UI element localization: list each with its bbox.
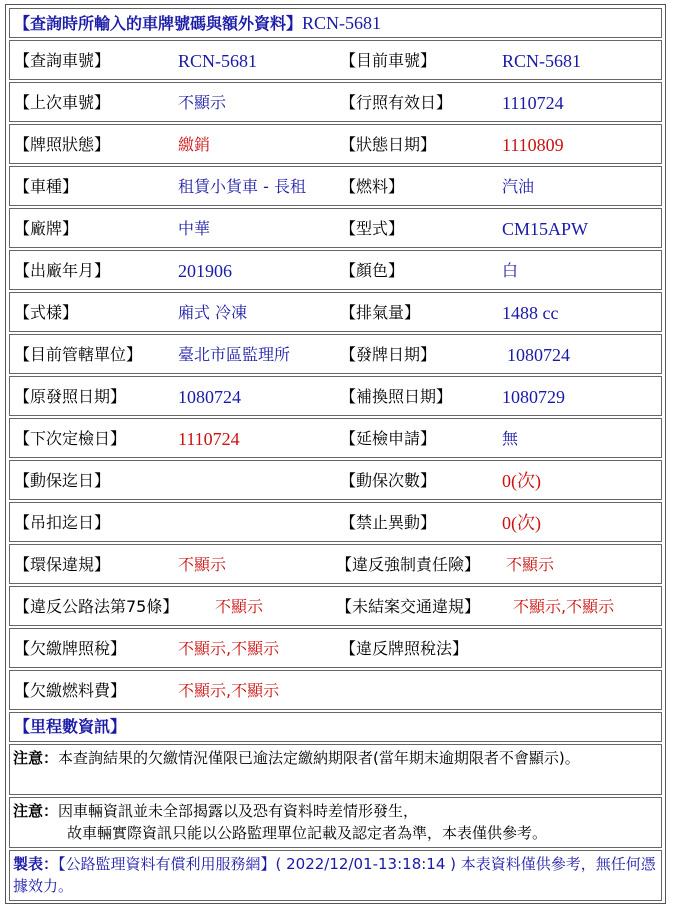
vehicle-info-table [5,4,666,904]
field-value: 不顯示,不顯示 [178,639,280,658]
field-label: 【行照有效日】 [340,93,453,112]
make-row [9,850,662,901]
note-2-line2: 故車輛實際資訊只能以公路監理單位記載及認定者為準，本表僅供參考。 [67,824,548,842]
field-label: 【動保迄日】 [14,471,111,490]
note-1-text: 本查詢結果的欠繳情況僅限已逾法定繳納期限者(當年期末逾期限者不會顯示)。 [58,749,580,767]
table-row [9,586,662,626]
field-label: 【動保次數】 [340,471,437,490]
table-row [9,40,662,80]
table-row [9,544,662,584]
table-row [9,628,662,668]
make-note [13,853,658,897]
field-value: 不顯示 [178,555,227,574]
field-value: 1488 cc [502,303,559,323]
title-row [9,8,662,38]
make-label: 製表： [13,855,59,873]
field-label: 【欠繳燃料費】 [14,681,127,700]
field-label: 【補換照日期】 [340,387,453,406]
field-value: 不顯示 [506,555,555,574]
field-value: 1080729 [502,387,565,407]
field-value: 0(次) [502,513,541,533]
field-label: 【車種】 [14,177,79,196]
note-row-2 [9,797,662,848]
field-value: 繳銷 [178,135,211,154]
field-value: 1080724 [507,345,570,365]
field-value: 不顯示,不顯示 [178,681,280,700]
table-row [9,670,662,710]
table-row [9,334,662,374]
table-row [9,376,662,416]
field-label: 【下次定檢日】 [14,429,127,448]
field-label: 【上次車號】 [14,93,111,112]
field-label: 【延檢申請】 [340,429,437,448]
field-value: CM15APW [502,219,589,239]
mileage-row [9,712,662,742]
field-value: 1080724 [178,387,241,407]
make-text: 【公路監理資料有償利用服務網】( 2022/12/01-13:18:14 ) 本表資料僅供參考，無任何憑據效力。 [13,855,656,895]
note-2-label: 注意： [13,802,59,820]
table-row [9,250,662,290]
table-row [9,166,662,206]
table-row [9,124,662,164]
table-row [9,82,662,122]
field-value: 汽油 [502,177,535,196]
field-value: 1110809 [502,135,564,155]
field-label: 【型式】 [340,219,405,238]
field-label: 【目前車號】 [340,51,437,70]
field-label: 【吊扣迄日】 [14,513,111,532]
field-value: 0(次) [502,471,541,491]
note-2 [13,800,658,844]
table-row [9,418,662,458]
field-value: 租賃小貨車 - 長租 [178,177,306,196]
field-value: 不顯示 [178,93,227,112]
field-label: 【目前管轄單位】 [14,345,143,364]
title-label: 【查詢時所輸入的車牌號碼與額外資料】 [14,14,303,33]
field-value: 1110724 [178,429,240,449]
note-1 [13,747,658,769]
field-label: 【違反牌照稅法】 [340,639,469,658]
field-value: 1110724 [502,93,564,113]
field-label: 【顏色】 [340,261,405,280]
table-row [9,502,662,542]
note-1-label: 注意： [13,749,59,767]
field-label: 【狀態日期】 [340,135,437,154]
note-row-1 [9,744,662,795]
mileage-heading: 【里程數資訊】 [14,717,127,736]
table-row [9,460,662,500]
field-value: 無 [502,429,519,448]
note-2-line1: 因車輛資訊並未全部揭露以及恐有資料時差情形發生， [58,802,419,820]
field-value: RCN-5681 [502,51,582,71]
field-label: 【廠牌】 [14,219,79,238]
field-value: 臺北市區監理所 [178,345,291,364]
field-label: 【原發照日期】 [14,387,127,406]
field-value: 廂式 冷凍 [178,303,248,322]
field-label: 【禁止異動】 [340,513,437,532]
field-value: 中華 [178,219,211,238]
table-row [9,292,662,332]
field-value: 不顯示,不顯示 [513,597,615,616]
field-label: 【發牌日期】 [340,345,437,364]
field-label: 【燃料】 [340,177,405,196]
field-label: 【排氣量】 [340,303,421,322]
table-title [14,13,381,34]
field-value: 白 [502,261,519,280]
field-label: 【式樣】 [14,303,79,322]
table-row [9,208,662,248]
field-label: 【牌照狀態】 [14,135,111,154]
field-label: 【環保違規】 [14,555,111,574]
field-value: 201906 [178,261,232,281]
field-label: 【出廠年月】 [14,261,111,280]
field-label: 【違反強制責任險】 [336,555,481,574]
title-plate: RCN-5681 [302,13,382,33]
field-label: 【欠繳牌照稅】 [14,639,127,658]
field-value: RCN-5681 [178,51,258,71]
field-label: 【違反公路法第75條】 [14,597,179,616]
field-value: 不顯示 [215,597,264,616]
field-label: 【未結案交通違規】 [336,597,481,616]
field-label: 【查詢車號】 [14,51,111,70]
